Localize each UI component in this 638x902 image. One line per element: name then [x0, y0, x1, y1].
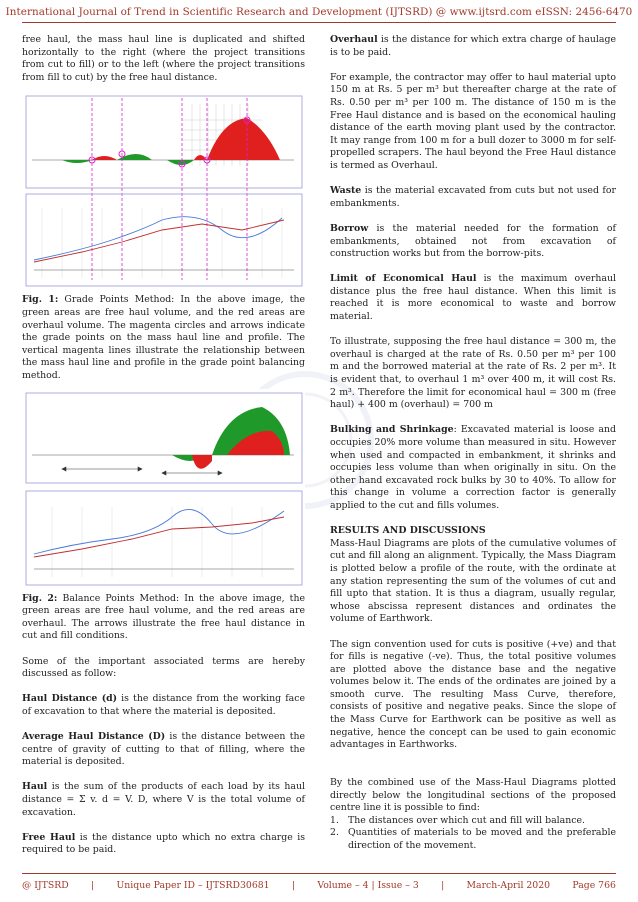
- figure-2-diagram: [22, 389, 305, 589]
- free-haul-text: is the distance upto which no extra charge is required to be paid.: [22, 831, 306, 856]
- limit-text: is the maximum overhaul distance plus the free haul distance. When this limit is reached it is more economical to waste and borrow material.: [330, 273, 616, 323]
- waste-term: Waste: [330, 185, 362, 197]
- bulking-definition: [330, 424, 616, 512]
- page-footer: [22, 880, 616, 891]
- figure-2-caption: [22, 593, 305, 643]
- footer-divider: [22, 873, 616, 874]
- figure-2-label: Fig. 2:: [22, 592, 58, 604]
- haul-distance-text: is the distance from the working face of excavation to that where the material is deposited.: [22, 693, 305, 717]
- results-heading: RESULTS AND DISCUSSIONS: [330, 525, 486, 537]
- figure-1-label: Fig. 1:: [22, 294, 59, 306]
- footer-page-number: Page 766: [572, 880, 616, 891]
- figure-2: [22, 389, 305, 589]
- free-haul-term: Free Haul: [22, 831, 76, 843]
- header-divider: [22, 22, 616, 23]
- figure-1-caption-text: Grade Points Method: In the above image, the green areas are free haul volume, and the red areas are overhaul volume. The magenta circles and arrows indicate the grade points on the mass haul line and profile. The vertical magenta lines illustrate the relationship between the mass haul line and profile in the grade point balancing method.: [22, 294, 305, 381]
- haul-term: Haul: [22, 781, 48, 793]
- footer-separator: |: [91, 880, 95, 891]
- haul-distance-definition: [22, 693, 305, 718]
- borrow-definition: [330, 223, 616, 261]
- figure-1: [22, 90, 305, 290]
- limit-definition: [330, 273, 616, 323]
- borrow-text: is the material needed for the formation of embankments, obtained not from excavation of construction works but from the borrow-pits.: [330, 222, 616, 260]
- right-column: [330, 34, 616, 853]
- footer-date: March-April 2020: [466, 880, 551, 891]
- average-haul-term: Average Haul Distance (D): [22, 731, 166, 743]
- bulking-text: : Excavated material is loose and occupies 20% more volume than measured in situ. However when used and compacted in embankment, it shrinks and occupies less volume than when originally in situ. On the other hand excavated rock bulks by 30 to 40%. To allow for this change in volume a correction factor is generally applied to the cut and fills volumes.: [330, 424, 616, 511]
- limit-term: Limit of Economical Haul: [330, 273, 477, 285]
- footer-separator: |: [291, 880, 296, 891]
- list-item-number: 2.: [330, 827, 339, 839]
- haul-distance-term: Haul Distance (d): [22, 693, 118, 705]
- haul-text: is the sum of the products of each load by its haul distance = Σ v. d = V. D, where V is the total volume of excavation.: [22, 781, 305, 818]
- average-haul-definition: [22, 731, 305, 769]
- haul-definition: [22, 781, 305, 819]
- left-column: [22, 34, 305, 857]
- figure-1-diagram: [22, 90, 305, 290]
- bulking-term: Bulking and Shrinkage: [330, 424, 454, 436]
- average-haul-text: is the distance between the centre of gravity of cutting to that of filling, where the material is deposited.: [22, 731, 305, 768]
- figure-2-caption-text: Balance Points Method: In the above image, the green areas are free haul volume, and the red areas are overhaul. The arrows illustrate the free haul distance in cut and fill conditions.: [22, 592, 305, 642]
- sign-convention-paragraph: The sign convention used for cuts is positive (+ve) and that for fills is negative (-ve). Thus, the total positive volumes are plotted above the distance base and the negative volumes below it. The ends of the ordinates are joined by a smooth curve. The resulting Mass Curve, therefore, consists of positive and negative peaks. Since the slope of the Mass Curve for Earthwork can be positive as well as negative, hence the concept can be used to gain economic advantages in Earthworks.: [330, 638, 616, 751]
- list-item-text: Quantities of materials to be moved and the preferable direction of the movement.: [348, 827, 616, 851]
- results-paragraph: Mass-Haul Diagrams are plots of the cumulative volumes of cut and fill along an alignment. Typically, the Mass Diagram is plotted below a profile of the route, with the ordinate at any station representing the sum of the volumes of cut and fill upto that station. It is thus a diagram, usually regular, whose abscissa represent distances and ordinates the volume of Earthwork.: [330, 537, 616, 625]
- overhaul-text: is the distance for which extra charge of haulage is to be paid.: [330, 34, 616, 58]
- footer-journal-tag: @ IJTSRD: [22, 880, 69, 891]
- overhaul-definition: [330, 34, 616, 59]
- borrow-term: Borrow: [330, 222, 369, 234]
- findings-list: [330, 815, 616, 853]
- waste-definition: [330, 185, 616, 210]
- list-item-text: The distances over which cut and fill will balance.: [348, 814, 585, 826]
- overhaul-term: Overhaul: [330, 34, 378, 45]
- combined-use-paragraph: By the combined use of the Mass-Haul Diagrams plotted directly below the longitudinal sections of the proposed centre line it is possible to find:: [330, 777, 616, 814]
- footer-volume: Volume – 4 | Issue – 3: [317, 880, 419, 891]
- waste-text: is the material excavated from cuts but not used for embankments.: [330, 185, 616, 209]
- list-item: [330, 827, 616, 852]
- journal-header: International Journal of Trend in Scientific Research and Development (IJTSRD) @ www.ijtsrd.com eISSN: 2456-6470: [5, 6, 633, 18]
- illustrate-paragraph: To illustrate, supposing the free haul distance = 300 m, the overhaul is charged at the rate of Rs. 0.50 per m³ per 100 m and the borrowed material at the rate of Rs. 2 per m³. It is evident that, to overhaul 1 m³ over 400 m, it will cost Rs. 2 m³. Therefore the limit for economical haul = 300 m (free haul) + 400 m (overhaul) = 700 m: [330, 336, 616, 411]
- figure-1-caption: [22, 294, 305, 382]
- intro-paragraph: free haul, the mass haul line is duplicated and shifted horizontally to the right (where the project transitions from cut to fill) or to the left (where the project transitions from fill to cut) by the free haul distance.: [22, 34, 305, 83]
- list-item: [330, 815, 616, 828]
- footer-paper-id: Unique Paper ID – IJTSRD30681: [116, 880, 270, 891]
- terms-intro: Some of the important associated terms are hereby discussed as follow:: [22, 655, 305, 680]
- example-paragraph: For example, the contractor may offer to haul material upto 150 m at Rs. 5 per m³ but thereafter charge at the rate of Rs. 0.50 per m³ per 100 m. The distance of 150 m is the Free Haul distance and is based on the economical hauling distance of the earth moving plant used by the contractor. It may range from 100 m for a bull dozer to 3000 m for self-propelled scrapers. The haul beyond the Free Haul distance is termed as Overhaul.: [330, 71, 616, 171]
- free-haul-definition: [22, 832, 305, 857]
- list-item-number: 1.: [330, 814, 339, 826]
- footer-separator: |: [441, 880, 445, 891]
